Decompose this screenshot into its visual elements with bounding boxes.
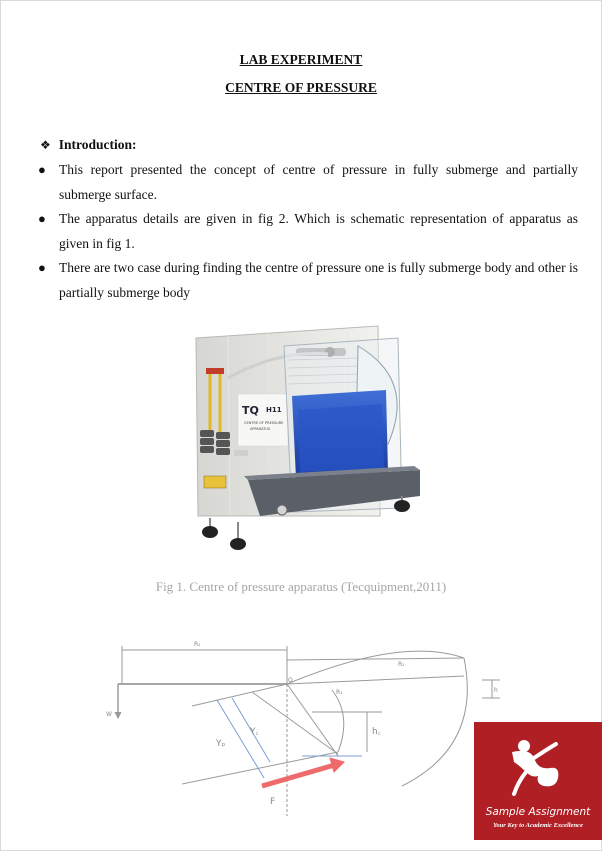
panel-logo: TQ	[242, 404, 259, 417]
label-o: O	[288, 677, 293, 684]
list-item-text: There are two case during finding the centre of pressure one is fully submerge body and other is partially submerge body	[59, 260, 578, 300]
schematic-diagram	[102, 636, 500, 818]
list-item-text: The apparatus details are given in fig 2. Which is schematic representation of apparatus as given in fig 1.	[59, 211, 578, 251]
diamond-bullet-icon: ❖	[40, 138, 51, 152]
label-yp: Yₚ	[216, 739, 226, 749]
section-heading-text: Introduction:	[58, 137, 137, 152]
list-item-text: This report presented the concept of centre of pressure in fully submerge and partially submerge surface.	[59, 162, 578, 202]
label-w: W	[106, 711, 112, 718]
label-h: h	[494, 687, 498, 694]
apparatus-photo	[188, 320, 424, 556]
document-subtitle: CENTRE OF PRESSURE	[225, 80, 377, 95]
logo-tagline: Your Key to Academic Excellence	[493, 822, 583, 829]
intro-bullet-list	[38, 158, 578, 305]
bullet-dot-icon: ●	[38, 260, 46, 275]
label-hc: h꜀	[372, 727, 381, 737]
list-item	[38, 207, 578, 256]
figure1-caption: Fig 1. Centre of pressure apparatus (Tecquipment,2011)	[155, 579, 447, 594]
document-title: LAB EXPERIMENT	[239, 52, 363, 67]
label-r2-right: R₂	[398, 661, 405, 668]
list-item	[38, 158, 578, 207]
list-item	[38, 256, 578, 305]
logo-name: Sample Assignment	[485, 806, 591, 818]
panel-text-line2: APPARATUS	[250, 427, 271, 431]
label-yc: Y꜀	[250, 727, 259, 737]
label-f: F	[270, 797, 276, 807]
label-r2-top: R₂	[194, 641, 201, 648]
panel-model: H11	[266, 406, 282, 414]
bullet-dot-icon: ●	[38, 211, 46, 226]
panel-text-line1: CENTRE OF PRESSURE	[244, 421, 284, 425]
runner-figure-icon	[474, 722, 602, 806]
section-heading	[40, 137, 137, 153]
sample-assignment-logo	[474, 722, 602, 840]
bullet-dot-icon: ●	[38, 162, 46, 177]
label-r1: R₁	[336, 689, 343, 696]
